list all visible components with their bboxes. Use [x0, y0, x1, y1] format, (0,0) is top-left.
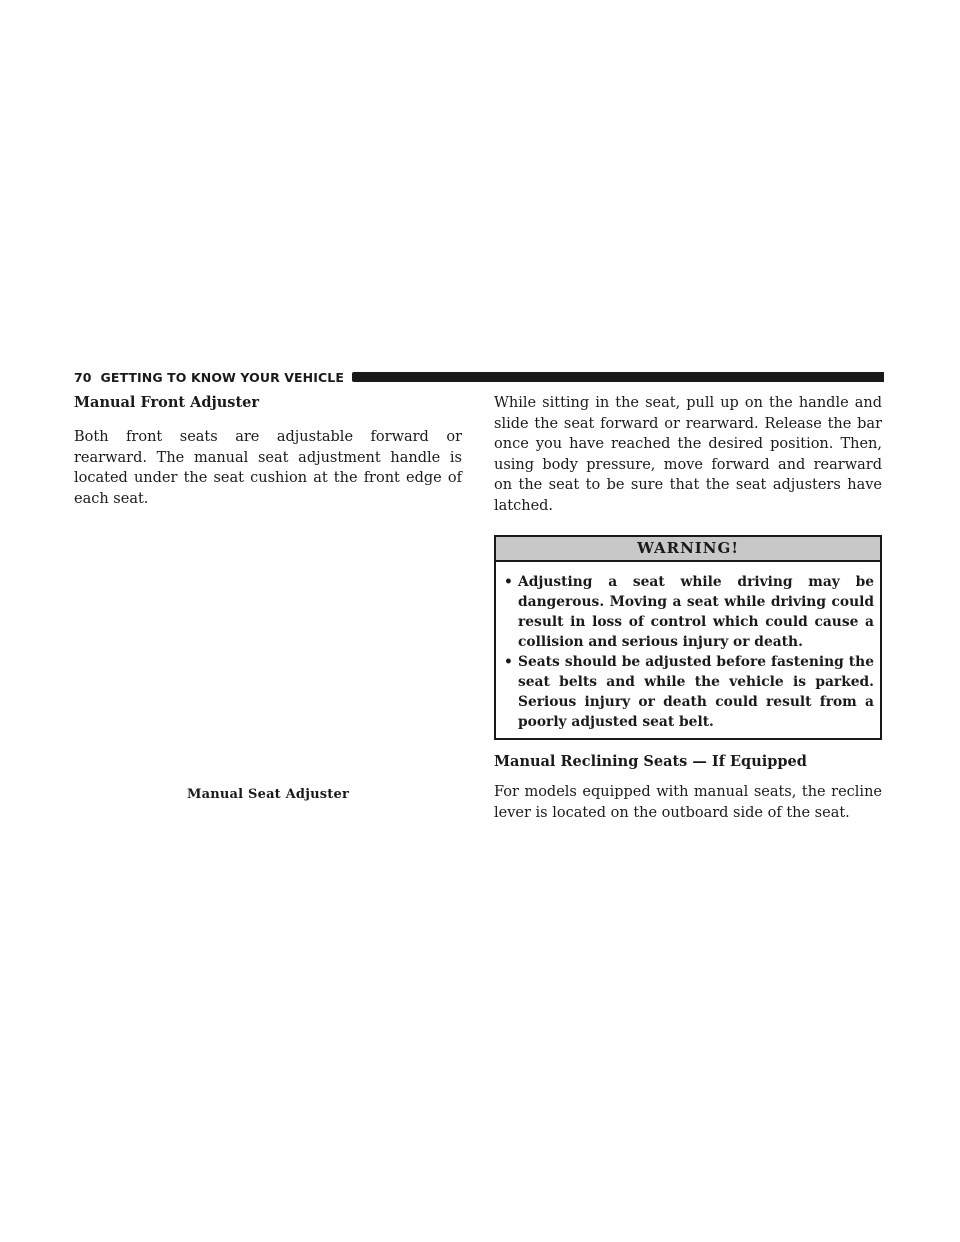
warning-item-text: Seats should be adjusted before fastening the seat belts and while the vehicle is parked. Serious injury or death could result from a poorly adjusted seat belt.: [518, 654, 874, 730]
section-heading-manual-front-adjuster: Manual Front Adjuster: [74, 394, 260, 411]
page-number: 70: [74, 369, 92, 385]
warning-title: WARNING!: [496, 537, 880, 562]
body-paragraph-adjust-instructions: While sitting in the seat, pull up on the handle and slide the seat forward or rearward. Release the bar once you have reached the desired position. Then, using body pressure, move forward and rearward on the seat to be sure that the seat adjusters have latched.: [494, 395, 882, 514]
header-rule: [352, 372, 884, 382]
left-column: [74, 393, 462, 802]
bullet-icon: •: [504, 654, 513, 670]
page-header: [74, 369, 884, 385]
section-title: GETTING TO KNOW YOUR VEHICLE: [100, 369, 344, 385]
figure-caption: Manual Seat Adjuster: [187, 787, 349, 802]
body-paragraph-recline-lever: For models equipped with manual seats, the recline lever is located on the outboard side of the seat.: [494, 784, 882, 821]
warning-item-text: Adjusting a seat while driving may be dangerous. Moving a seat while driving could result in loss of control which could cause a collision and serious injury or death.: [518, 574, 874, 650]
figure-manual-seat-adjuster: [74, 509, 462, 802]
header-label: [74, 370, 344, 385]
warning-list: [496, 562, 880, 738]
bullet-icon: •: [504, 574, 513, 590]
section-heading-manual-reclining-seats: Manual Reclining Seats — If Equipped: [494, 753, 807, 770]
right-column: [494, 393, 882, 823]
body-paragraph: Both front seats are adjustable forward or rearward. The manual seat adjustment handle is located under the seat cushion at the front edge of each seat.: [74, 429, 462, 507]
warning-item: [504, 572, 874, 652]
warning-item: [504, 652, 874, 732]
warning-box: [494, 535, 882, 740]
